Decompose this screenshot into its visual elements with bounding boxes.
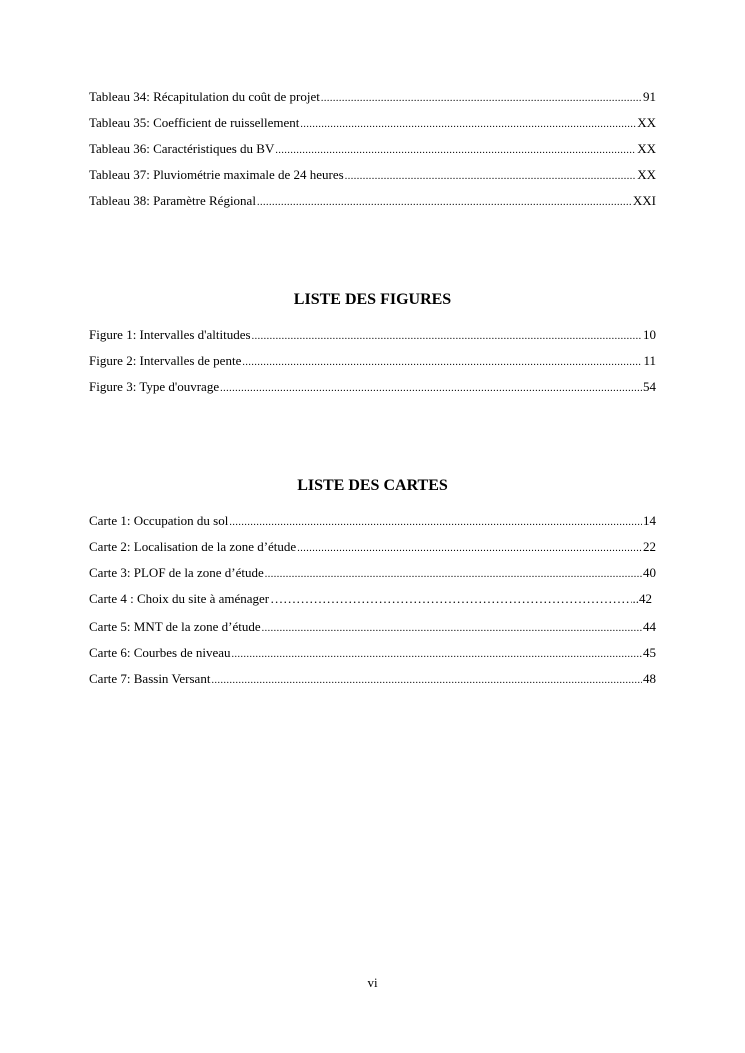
toc-entry-page: 91 (643, 89, 656, 104)
toc-entry-tableau-35[interactable] (89, 115, 656, 131)
toc-entry-carte-5[interactable] (89, 619, 656, 635)
toc-entry-carte-6[interactable] (89, 645, 656, 661)
toc-entry-label: Carte 3: PLOF de la zone d’étude (89, 565, 264, 580)
figures-section-title: LISTE DES FIGURES (293, 291, 452, 308)
figures-list (89, 327, 656, 395)
toc-entry-tableau-36[interactable] (89, 141, 656, 157)
toc-leader-dots (220, 381, 642, 395)
toc-entry-label: Tableau 34: Récapitulation du coût de projet (89, 89, 320, 104)
toc-entry-carte-1[interactable] (89, 513, 656, 529)
toc-entry-label: Carte 7: Bassin Versant (89, 671, 211, 686)
toc-entry-label: Tableau 35: Coefficient de ruissellement (89, 115, 300, 130)
toc-entry-page: 14 (643, 513, 656, 528)
toc-entry-tableau-34[interactable] (89, 89, 656, 105)
toc-entry-page: 10 (643, 327, 656, 342)
toc-leader-dots (321, 91, 642, 105)
tables-list (89, 89, 656, 209)
toc-leader-dots (297, 541, 642, 555)
toc-entry-page: XX (637, 167, 656, 182)
toc-entry-tableau-38[interactable] (89, 193, 656, 209)
toc-leader-dots (229, 515, 642, 529)
toc-leader-dots (300, 117, 636, 131)
toc-entry-page: 54 (643, 379, 656, 394)
toc-entry-figure-1[interactable] (89, 327, 656, 343)
toc-entry-label: Tableau 37: Pluviométrie maximale de 24 heures (89, 167, 344, 182)
toc-leader-dots (211, 673, 642, 687)
maps-section-title: LISTE DES CARTES (297, 477, 448, 494)
toc-entry-page: 40 (643, 565, 656, 580)
toc-entry-carte-4[interactable] (89, 591, 652, 607)
toc-entry-page: 48 (643, 671, 656, 686)
toc-entry-page: 11 (643, 353, 656, 368)
toc-entry-page: 22 (643, 539, 656, 554)
page-number: vi (367, 975, 378, 990)
toc-entry-page: XX (637, 115, 656, 130)
toc-entry-label: Figure 2: Intervalles de pente (89, 353, 242, 368)
toc-entry-page: 45 (643, 645, 656, 660)
toc-entry-page: 44 (643, 619, 656, 634)
toc-entry-carte-2[interactable] (89, 539, 656, 555)
toc-entry-label: Carte 4 : Choix du site à aménager (89, 591, 270, 606)
toc-entry-page: ..42 (632, 591, 652, 606)
toc-leader-dots (232, 647, 642, 661)
toc-entry-carte-7[interactable] (89, 671, 656, 687)
toc-entry-page: XX (637, 141, 656, 156)
toc-leader-dots (252, 329, 642, 343)
toc-entry-label: Carte 5: MNT de la zone d’étude (89, 619, 261, 634)
toc-leader-dots (242, 355, 642, 369)
toc-entry-label: Figure 3: Type d'ouvrage (89, 379, 220, 394)
toc-entry-figure-2[interactable] (89, 353, 656, 369)
toc-leader-dots (265, 567, 642, 581)
toc-entry-carte-3[interactable] (89, 565, 656, 581)
toc-leader-dots (345, 169, 637, 183)
maps-list (89, 513, 656, 687)
toc-entry-label: Tableau 36: Caractéristiques du BV (89, 141, 275, 156)
toc-leader-dots (270, 591, 631, 607)
toc-entry-label: Carte 1: Occupation du sol (89, 513, 229, 528)
toc-entry-label: Carte 6: Courbes de niveau (89, 645, 231, 660)
toc-leader-dots (257, 195, 632, 209)
toc-entry-tableau-37[interactable] (89, 167, 656, 183)
toc-entry-label: Tableau 38: Paramètre Régional (89, 193, 256, 208)
toc-leader-dots (262, 621, 642, 635)
toc-entry-label: Figure 1: Intervalles d'altitudes (89, 327, 251, 342)
toc-entry-label: Carte 2: Localisation de la zone d’étude (89, 539, 297, 554)
toc-entry-page: XXI (632, 193, 656, 208)
toc-entry-figure-3[interactable] (89, 379, 656, 395)
toc-leader-dots (275, 143, 636, 157)
